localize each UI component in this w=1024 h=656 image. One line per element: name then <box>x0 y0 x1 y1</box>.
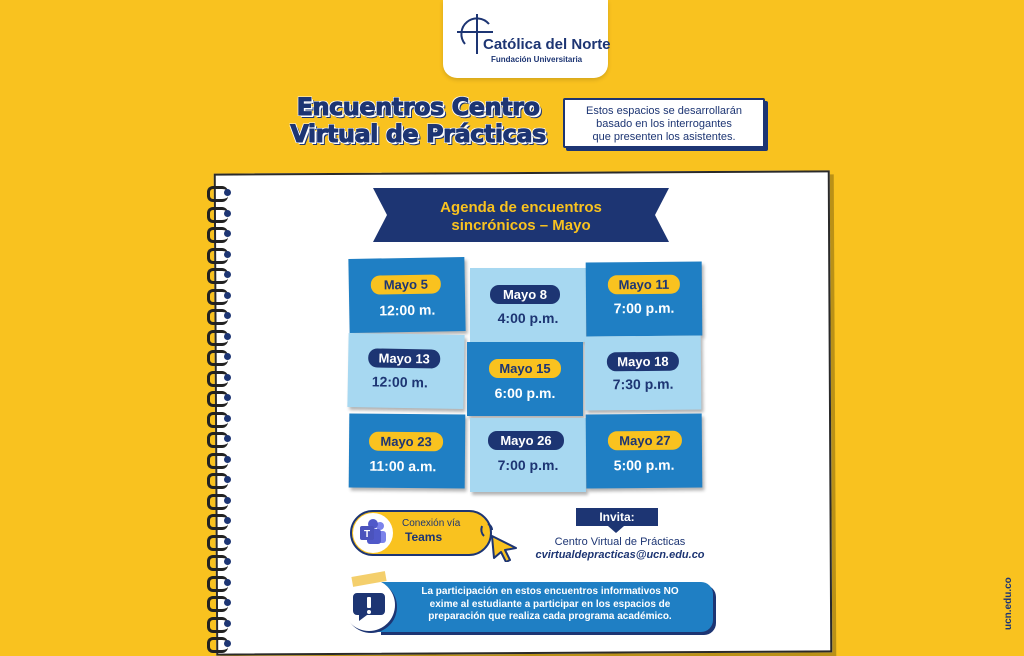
description-box <box>563 98 765 148</box>
notice-line-3: preparación que realiza cada programa académico. <box>428 611 672 622</box>
spiral-hole <box>224 435 231 442</box>
description-line-1: Estos espacios se desarrollarán <box>586 105 742 117</box>
spiral-hole <box>224 312 231 319</box>
agenda-date: Mayo 15 <box>489 359 561 378</box>
spiral-hole <box>224 599 231 606</box>
spiral-hole <box>224 353 231 360</box>
agenda-time: 12:00 m. <box>379 301 436 319</box>
side-url-text: ucn.edu.co <box>1003 577 1014 630</box>
agenda-date: Mayo 27 <box>608 431 682 451</box>
agenda-note <box>586 261 703 336</box>
agenda-note <box>348 257 465 333</box>
spiral-hole <box>224 579 231 586</box>
invite-label: Invita: <box>576 508 658 526</box>
cursor-click-icon <box>478 522 520 562</box>
logo-subtitle: Fundación Universitaria <box>491 55 583 64</box>
agenda-date: Mayo 8 <box>490 285 560 304</box>
invite-org: Centro Virtual de Prácticas <box>554 536 686 548</box>
agenda-time: 4:00 p.m. <box>497 310 559 326</box>
agenda-date: Mayo 23 <box>369 432 443 452</box>
spiral-hole <box>224 620 231 627</box>
notice-line-2: exime al estudiante a participar en los espacios de <box>429 598 671 610</box>
logo-name: Católica del Norte <box>483 36 611 53</box>
spiral-hole <box>224 374 231 381</box>
invite-email: cvirtualdepracticas@ucn.edu.co <box>535 549 705 561</box>
agenda-time: 11:00 a.m. <box>369 457 437 475</box>
agenda-time: 7:00 p.m. <box>613 299 675 317</box>
spiral-hole <box>224 271 231 278</box>
agenda-time: 7:00 p.m. <box>497 457 559 473</box>
agenda-time: 6:00 p.m. <box>494 385 556 401</box>
agenda-note <box>347 333 464 409</box>
banner-line-1: Agenda de encuentros <box>440 199 602 216</box>
connection-platform: Teams <box>405 530 443 544</box>
agenda-time: 7:30 p.m. <box>612 375 674 393</box>
description-line-3: que presenten los asistentes. <box>592 131 736 143</box>
alert-icon <box>343 579 395 631</box>
page-title <box>283 94 553 148</box>
agenda-date: Mayo 13 <box>368 348 440 368</box>
spiral-hole <box>224 210 231 217</box>
connection-label: Conexión vía <box>402 518 461 529</box>
agenda-note <box>470 418 586 492</box>
agenda-note <box>349 413 466 488</box>
agenda-banner-text <box>373 199 669 235</box>
agenda-time: 5:00 p.m. <box>613 456 675 474</box>
invite-pointer <box>608 526 624 533</box>
teams-icon <box>353 513 393 553</box>
spiral-hole <box>224 230 231 237</box>
spiral-hole <box>224 640 231 647</box>
side-url <box>1003 480 1017 630</box>
spiral-hole <box>224 517 231 524</box>
spiral-hole <box>224 456 231 463</box>
logo-card <box>443 0 611 78</box>
spiral-hole <box>224 476 231 483</box>
agenda-date: Mayo 26 <box>488 431 564 450</box>
spiral-hole <box>224 538 231 545</box>
spiral-hole <box>224 189 231 196</box>
spiral-hole <box>224 333 231 340</box>
agenda-note <box>586 413 703 488</box>
svg-text:T: T <box>363 529 371 540</box>
agenda-note <box>467 342 583 416</box>
banner-line-2: sincrónicos – Mayo <box>451 217 591 234</box>
spiral-hole <box>224 497 231 504</box>
spiral-hole <box>224 394 231 401</box>
title-line-2: Virtual de Prácticas <box>290 120 546 148</box>
agenda-date: Mayo 5 <box>371 274 441 294</box>
spiral-hole <box>224 292 231 299</box>
spiral-hole <box>224 558 231 565</box>
agenda-time: 12:00 m. <box>371 373 428 391</box>
agenda-note <box>585 335 702 410</box>
description-line-2: basado en los interrogantes <box>596 118 732 130</box>
notice-line-1: La participación en estos encuentros informativos NO <box>421 586 679 597</box>
agenda-date: Mayo 18 <box>607 352 679 372</box>
spiral-hole <box>224 251 231 258</box>
spiral-hole <box>224 415 231 422</box>
agenda-note <box>470 268 586 342</box>
title-line-1: Encuentros Centro <box>296 93 540 121</box>
notice-text <box>395 586 705 624</box>
agenda-date: Mayo 11 <box>608 275 680 295</box>
